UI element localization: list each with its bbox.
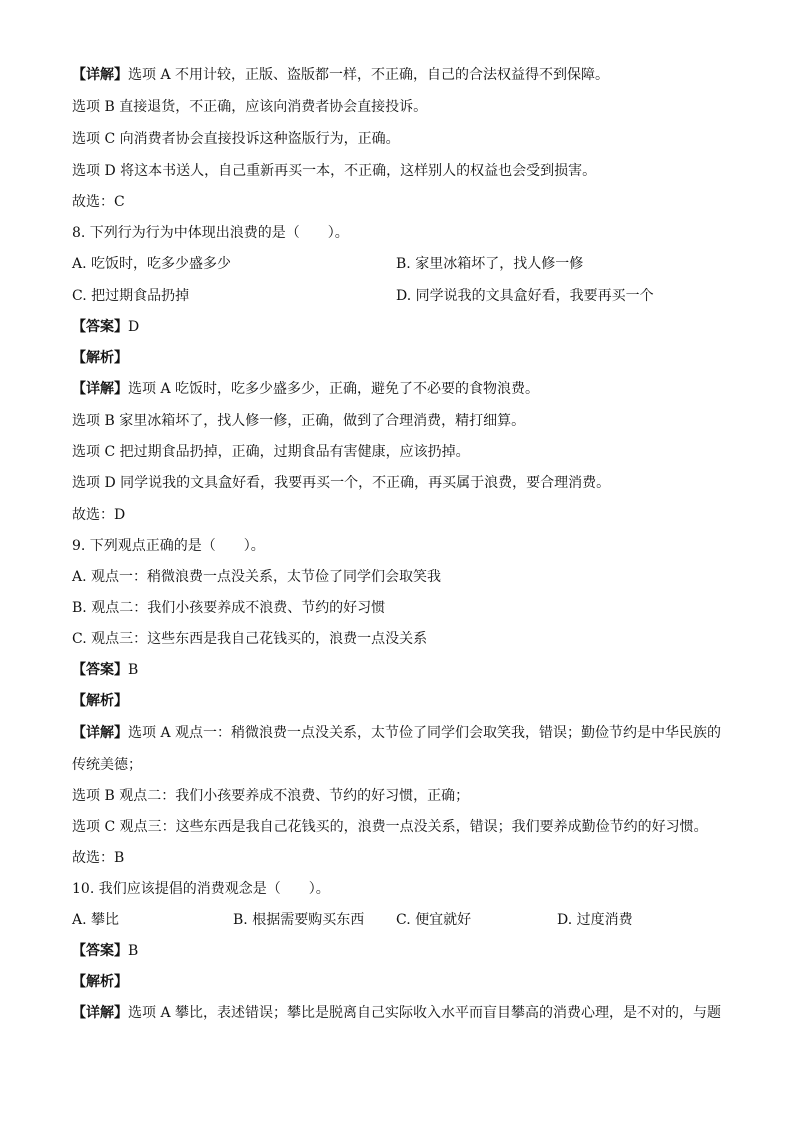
q8-detail-d: 选项 D 同学说我的文具盒好看，我要再买一个，不正确，再买属于浪费，要合理消费。 — [72, 475, 611, 491]
q8-option-d: D. 同学说我的文具盒好看，我要再买一个 — [396, 288, 654, 304]
q10-stem: 10. 我们应该提倡的消费观念是（ ）。 — [72, 881, 330, 897]
q9-detail-c: 选项 C 观点三：这些东西是我自己花钱买的，浪费一点没关系，错误；我们要养成勤俭节约的好习惯。 — [72, 819, 708, 835]
q9-choice: 故选：B — [72, 850, 125, 866]
answer-tag: 【答案】 — [72, 662, 128, 678]
q9-answer-value: B — [128, 662, 139, 678]
q10-answer-value: B — [128, 943, 139, 959]
q9-detail-a — [72, 724, 721, 742]
q8-detail-a-text: 选项 A 吃饭时，吃多少盛多少，正确，避免了不必要的食物浪费。 — [128, 381, 540, 397]
q9-detail-b: 选项 B 观点二：我们小孩要养成不浪费、节约的好习惯，正确； — [72, 788, 470, 804]
detail-tag: 【详解】 — [72, 725, 128, 741]
q8-choice: 故选：D — [72, 507, 126, 523]
answer-tag: 【答案】 — [72, 319, 128, 335]
q7-detail-c: 选项 C 向消费者协会直接投诉这种盗版行为，正确。 — [72, 131, 400, 147]
q9-analysis-tag: 【解析】 — [72, 693, 128, 709]
q9-option-a: A. 观点一：稍微浪费一点没关系，太节俭了同学们会取笑我 — [72, 569, 442, 585]
q7-detail-b: 选项 B 直接退货，不正确，应该向消费者协会直接投诉。 — [72, 99, 428, 115]
q9-stem: 9. 下列观点正确的是（ ）。 — [72, 538, 265, 554]
q8-detail-c: 选项 C 把过期食品扔掉，正确，过期食品有害健康，应该扔掉。 — [72, 444, 470, 460]
q10-option-c: C. 便宜就好 — [396, 912, 472, 928]
q9-detail-a-cont: 传统美德； — [72, 757, 142, 773]
q10-option-d: D. 过度消费 — [557, 912, 633, 928]
q9-option-c: C. 观点三：这些东西是我自己花钱买的，浪费一点没关系 — [72, 631, 428, 647]
q8-option-c: C. 把过期食品扔掉 — [72, 288, 190, 304]
q8-option-b: B. 家里冰箱坏了，找人修一修 — [396, 256, 584, 272]
q10-option-b: B. 根据需要购买东西 — [233, 912, 365, 928]
q10-detail-a-text: 选项 A 攀比，表述错误；攀比是脱离自己实际收入水平而盲目攀高的消费心理，是不对的，与题 — [128, 1005, 722, 1021]
q8-detail-a — [72, 380, 539, 398]
q7-detail-a — [72, 66, 609, 84]
detail-tag: 【详解】 — [72, 1005, 128, 1021]
q8-answer — [72, 318, 139, 336]
q8-option-a: A. 吃饭时，吃多少盛多少 — [72, 256, 232, 272]
q7-detail-d: 选项 D 将这本书送人，自己重新再买一本，不正确，这样别人的权益也会受到损害。 — [72, 163, 597, 179]
detail-tag: 【详解】 — [72, 67, 128, 83]
q10-analysis-tag: 【解析】 — [72, 974, 128, 990]
q8-analysis-tag: 【解析】 — [72, 350, 128, 366]
answer-tag: 【答案】 — [72, 943, 128, 959]
q7-detail-a-text: 选项 A 不用计较，正版、盗版都一样，不正确，自己的合法权益得不到保障。 — [128, 67, 610, 83]
q8-answer-value: D — [128, 319, 140, 335]
q10-option-a: A. 攀比 — [72, 912, 120, 928]
q8-detail-b: 选项 B 家里冰箱坏了，找人修一修，正确，做到了合理消费，精打细算。 — [72, 413, 526, 429]
q9-answer — [72, 661, 138, 679]
q7-choice: 故选：C — [72, 194, 125, 210]
q8-stem: 8. 下列行为行为中体现出浪费的是（ ）。 — [72, 225, 349, 241]
detail-tag: 【详解】 — [72, 381, 128, 397]
q10-detail-a — [72, 1004, 721, 1022]
q9-option-b: B. 观点二：我们小孩要养成不浪费、节约的好习惯 — [72, 600, 386, 616]
q10-answer — [72, 942, 138, 960]
q9-detail-a-text: 选项 A 观点一：稍微浪费一点没关系，太节俭了同学们会取笑我，错误；勤俭节约是中华民族的 — [128, 725, 722, 741]
